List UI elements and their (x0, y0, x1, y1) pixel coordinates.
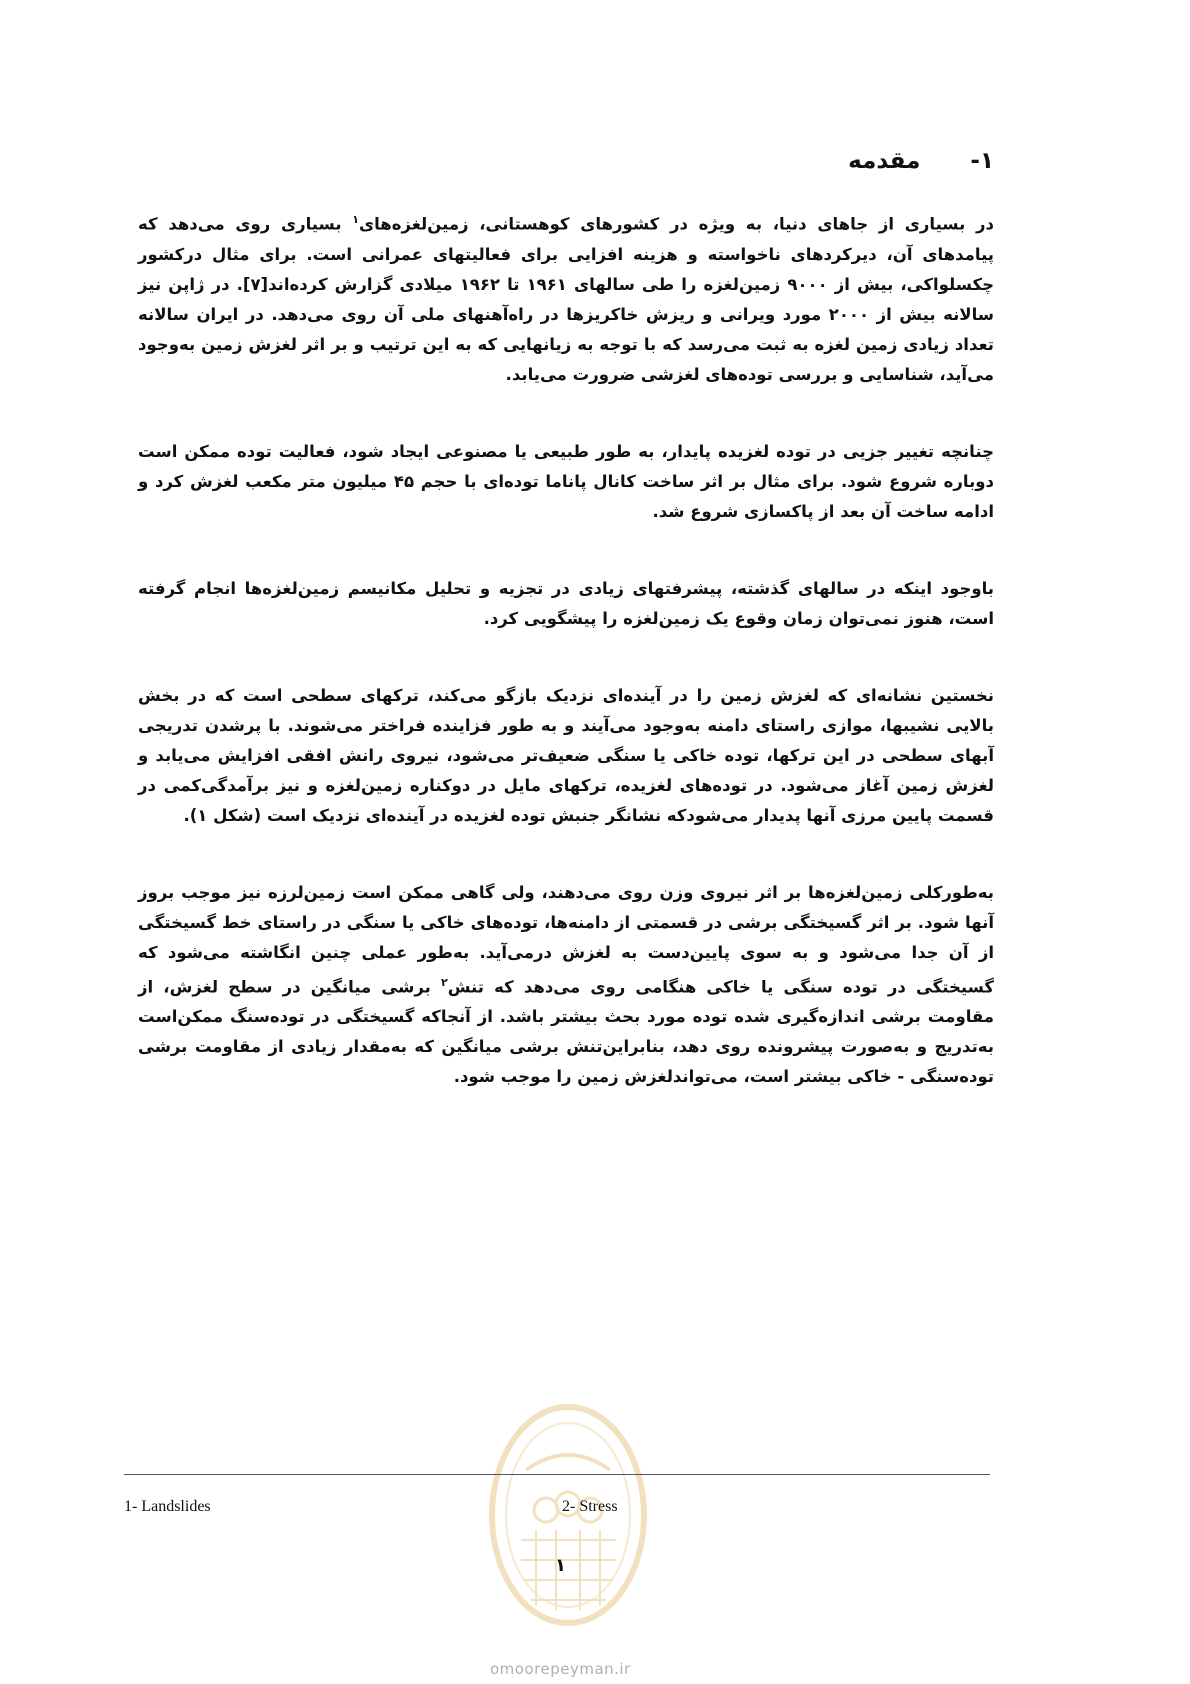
body-text (138, 205, 994, 1139)
paragraph: به‌طورکلی زمین‌لغزه‌ها بر اثر نیروی وزن روی می‌دهند، ولی گاهی ممکن است زمین‌لرزه نیز موجب بروز آنها شود. بر اثر گسیختگی برشی در قسمتی از دامنه‌ها، توده‌های خاکی یا سنگی در راستای خط گسیختگی از آن جدا می‌شود و به سوی پایین‌دست به لغزش درمی‌آید. به‌طور عملی چنین انگاشته می‌شود که گسیختگی در توده سنگی یا خاکی هنگامی روی می‌دهد که تنش$^۲$ برشی میانگین در سطح لغزش، از مقاومت برشی اندازه‌گیری شده توده مورد بحث بیشتر باشد. از آنجاکه گسیختگی در توده‌سنگ ممکن‌است به‌تدریج و به‌صورت پیشرونده روی دهد، بنابراین‌تنش برشی میانگین که به‌مقدار زیادی از مقاومت برشی توده‌سنگی - خاکی بیشتر است، می‌تواندلغزش زمین را موجب شود. (138, 882, 994, 1086)
paragraph: نخستین نشانه‌ای که لغزش زمین را در آینده‌ای نزدیک بازگو می‌کند، ترکهای سطحی است که در بخش بالایی نشیبها، موازی راستای دامنه به‌وجود می‌آیند و به طور فزاینده فراختر می‌شوند. با پرشدن تدریجی آبهای سطحی در این ترکها، توده خاکی یا سنگی ضعیف‌تر می‌شود، نیروی رانش افقی افزایش می‌یابد و لغزش زمین آغاز می‌شود. در توده‌های لغزیده، ترکهای مایل در دوکناره زمین‌لغزه و نیز برآمدگی‌کمی در قسمت پایین مرزی آنها پدیدار می‌شودکه نشانگر جنبش توده لغزیده در آینده‌ای نزدیک است (شکل ۱). (138, 685, 994, 825)
paragraph: باوجود اینکه در سالهای گذشته، پیشرفتهای زیادی در تجزیه و تحلیل مکانیسم زمین‌لغزه‌ها انجام گرفته است، هنوز نمی‌توان زمان وقوع یک زمین‌لغزه را پیشگویی کرد. (138, 578, 994, 628)
footnote-mark: ۲ (440, 975, 448, 989)
page-number: ۱ (555, 1555, 566, 1576)
paragraph: چنانچه تغییر جزیی در توده لغزیده پایدار، به طور طبیعی یا مصنوعی ایجاد شود، فعالیت توده ممکن است دوباره شروع شود. برای مثال بر اثر ساخت کانال پاناما توده‌ای با حجم ۴۵ میلیون متر مکعب لغزش کرد و ادامه ساخت آن بعد از پاکسازی شروع شد. (138, 441, 994, 521)
section-heading (848, 148, 994, 174)
paragraph: در بسیاری از جاهای دنیا، به ویژه در کشورهای کوهستانی، زمین‌لغزه‌های$^۱$ بسیاری روی می‌دهد که پیامدهای آن، دیرکردهای ناخواسته و هزینه افزایی برای فعالیتهای عمرانی است. برای مثال درکشور چکسلواکی، بیش از ۹۰۰۰ زمین‌لغزه را طی سالهای ۱۹۶۱ تا ۱۹۶۲ میلادی گزارش کرده‌اند[۷]. در ژاپن نیز سالانه بیش از ۲۰۰۰ مورد ویرانی و ریزش خاکریزها در راه‌آهنهای ملی آن روی می‌دهد. در ایران سالانه تعداد زیادی زمین لغزه به ثبت می‌رسد که با توجه به زیانهایی که به این ترتیب و بر اثر لغزش زمین به‌وجود می‌آید، شناسایی و بررسی توده‌های لغزشی ضرورت می‌یابد. (138, 213, 994, 384)
watermark-site-text: omoorepeyman.ir (490, 1660, 631, 1678)
footnote-2: 2- Stress (562, 1498, 618, 1515)
footnote-1: 1- Landslides (124, 1498, 211, 1515)
footnote-divider (124, 1474, 990, 1475)
section-title: مقدمه (848, 148, 921, 174)
section-number: ۱- (970, 148, 994, 174)
footnote-mark: ۱ (352, 213, 359, 226)
